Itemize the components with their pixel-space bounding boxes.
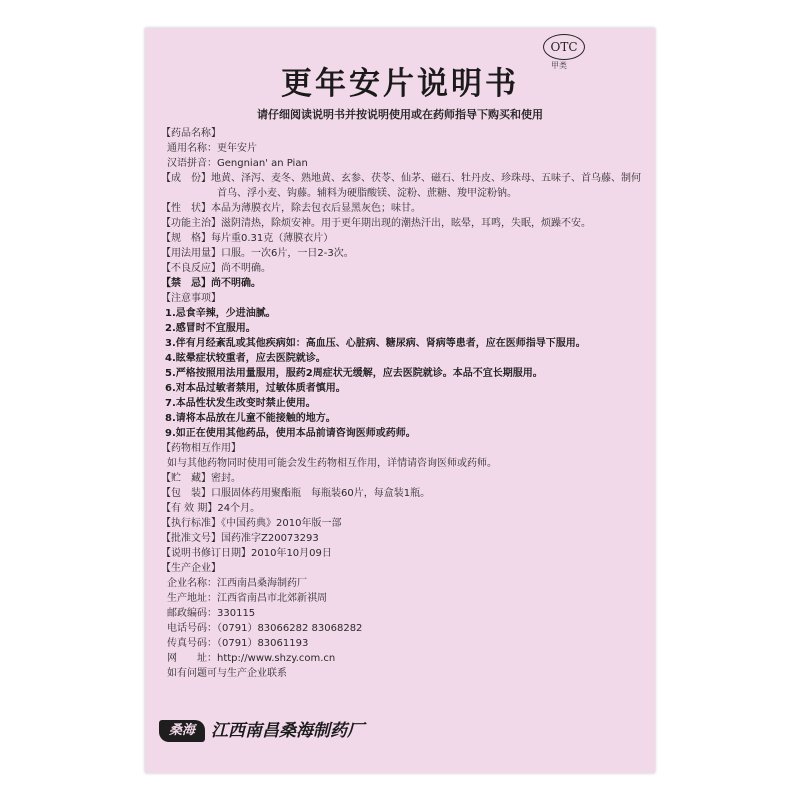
validity: 【有 效 期】24个月。 bbox=[161, 503, 261, 514]
company-logo: 桑海 bbox=[159, 720, 205, 742]
instruction-leaflet bbox=[145, 28, 655, 773]
generic-name: 通用名称：更年安片 bbox=[167, 143, 257, 154]
website: 网 址：http://www.shzy.com.cn bbox=[167, 653, 336, 664]
leaflet-title: 更年安片说明书 bbox=[281, 66, 519, 102]
package: 【包 装】口服固体药用聚酯瓶 每瓶装60片，每盒装1瓶。 bbox=[161, 488, 431, 499]
ingredients: 【成 份】地黄、泽泻、麦冬、熟地黄、玄参、茯苓、仙茅、磁石、牡丹皮、珍珠母、五味子、首乌藤、制何首乌、浮小麦、钩藤。辅料为硬脂酸镁、淀粉、蔗糖、羧甲淀粉钠。 bbox=[161, 173, 641, 199]
precaution-item: 2.感冒时不宜服用。 bbox=[165, 323, 256, 334]
specification: 【规 格】每片重0.31克（薄膜衣片） bbox=[161, 233, 334, 244]
properties: 【性 状】本品为薄膜衣片，除去包衣后显黑灰色；味甘。 bbox=[161, 203, 421, 214]
revision-date: 【说明书修订日期】2010年10月09日 bbox=[161, 548, 332, 559]
reading-notice: 请仔细阅读说明书并按说明使用或在药师指导下购买和使用 bbox=[257, 108, 543, 121]
pinyin-name: 汉语拼音：Gengnian' an Pian bbox=[167, 158, 308, 169]
footer-brand bbox=[159, 720, 439, 744]
company-name: 企业名称：江西南昌桑海制药厂 bbox=[167, 578, 307, 589]
indications: 【功能主治】滋阴清热，除烦安神。用于更年期出现的潮热汗出，眩晕，耳鸣，失眠，烦躁不安。 bbox=[161, 218, 591, 229]
footer-company-name: 江西南昌桑海制药厂 bbox=[211, 721, 364, 741]
company-address: 生产地址：江西省南昌市北郊新祺周 bbox=[167, 593, 327, 604]
interactions-header: 【药物相互作用】 bbox=[161, 443, 241, 454]
precautions-list bbox=[161, 306, 645, 441]
usage-dosage: 【用法用量】口服。一次6片，一日2-3次。 bbox=[161, 248, 354, 259]
precaution-item: 8.请将本品放在儿童不能接触的地方。 bbox=[165, 413, 336, 424]
fax-number: 传真号码：（0791）83061193 bbox=[167, 638, 309, 649]
precaution-item: 9.如正在使用其他药品，使用本品前请咨询医师或药师。 bbox=[165, 428, 416, 439]
precaution-item: 3.伴有月经紊乱或其他疾病如：高血压、心脏病、糖尿病、肾病等患者，应在医师指导下服用。 bbox=[165, 338, 586, 349]
leaflet-body bbox=[161, 126, 645, 681]
interactions-text: 如与其他药物同时使用可能会发生药物相互作用，详情请咨询医师或药师。 bbox=[167, 458, 497, 469]
execution-standard: 【执行标准】《中国药典》2010年版一部 bbox=[161, 518, 342, 529]
otc-class-label: 甲类 bbox=[551, 61, 567, 70]
storage: 【贮 藏】密封。 bbox=[161, 473, 241, 484]
adverse-reactions: 【不良反应】尚不明确。 bbox=[161, 263, 271, 274]
precaution-item: 5.严格按照用法用量服用，服药2周症状无缓解，应去医院就诊。本品不宜长期服用。 bbox=[165, 368, 543, 379]
precaution-item: 4.眩晕症状较重者，应去医院就诊。 bbox=[165, 353, 326, 364]
contraindications: 【禁 忌】尚不明确。 bbox=[161, 278, 261, 289]
precaution-item: 6.对本品过敏者禁用，过敏体质者慎用。 bbox=[165, 383, 346, 394]
precaution-item: 7.本品性状发生改变时禁止使用。 bbox=[165, 398, 316, 409]
phone-number: 电话号码：（0791）83066282 83068282 bbox=[167, 623, 363, 634]
precautions-header: 【注意事项】 bbox=[161, 293, 221, 304]
contact-note: 如有问题可与生产企业联系 bbox=[167, 668, 287, 679]
approval-number: 【批准文号】国药准字Z20073293 bbox=[161, 533, 319, 544]
manufacturer-header: 【生产企业】 bbox=[161, 563, 221, 574]
postcode: 邮政编码：330115 bbox=[167, 608, 256, 619]
drug-name-header: 【药品名称】 bbox=[161, 128, 221, 139]
precaution-item: 1.忌食辛辣，少进油腻。 bbox=[165, 308, 276, 319]
otc-badge: OTC bbox=[543, 34, 585, 60]
